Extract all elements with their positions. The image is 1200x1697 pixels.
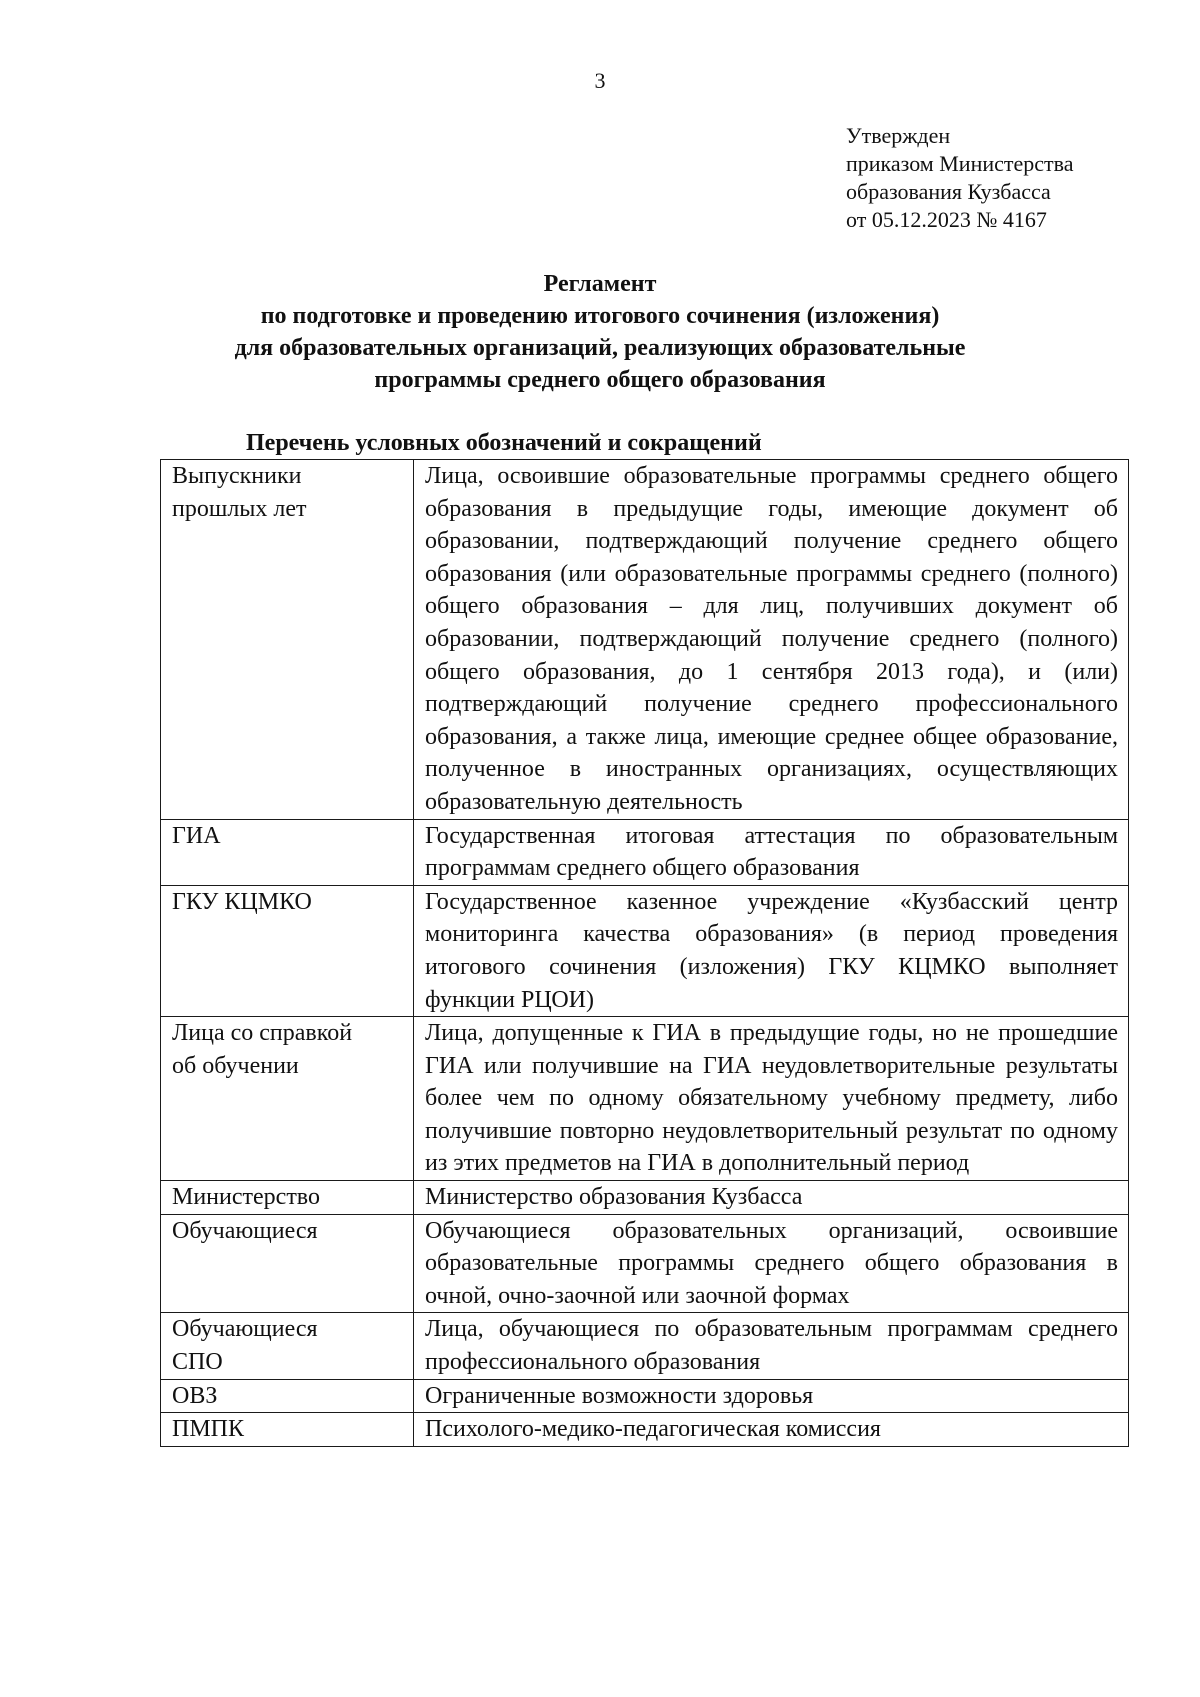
abbreviation-term <box>161 1379 414 1413</box>
term-line: Обучающиеся <box>172 1217 318 1244</box>
page-number: 3 <box>594 68 606 93</box>
abbreviation-term <box>161 1017 414 1181</box>
abbreviation-definition: Ограниченные возможности здоровья <box>414 1379 1129 1413</box>
abbreviation-term <box>161 885 414 1016</box>
term-line: Обучающиеся <box>172 1316 318 1343</box>
abbreviation-term <box>161 460 414 820</box>
title-line: Регламент <box>543 271 657 297</box>
table-row <box>161 1379 1129 1413</box>
table-row <box>161 885 1129 1016</box>
abbreviation-definition: Лица, обучающиеся по образовательным программам среднего профессионального образования <box>414 1313 1129 1379</box>
abbreviation-definition: Психолого-медико-педагогическая комиссия <box>414 1413 1129 1447</box>
abbreviation-definition: Государственная итоговая аттестация по образовательным программам среднего общего образования <box>414 819 1129 885</box>
approval-line: от 05.12.2023 № 4167 <box>846 207 1047 232</box>
approval-line: приказом Министерства <box>846 151 1074 176</box>
table-row <box>161 819 1129 885</box>
title-line: по подготовке и проведению итогового сочинения (изложения) <box>260 303 940 329</box>
term-line: ОВЗ <box>172 1382 218 1409</box>
abbreviation-definition: Лица, освоившие образовательные программы среднего общего образования в предыдущие годы, имеющие документ об образовании, подтверждающий получение среднего общего образования (или образовательные программы среднего (полного) общего образования – для лиц, получивших документ об образовании, подтверждающий получение среднего (полного) общего образования, до 1 сентября 2013 года), и (или) подтверждающий получение среднего профессионального образования, а также лица, имеющие среднее общее образование, полученное в иностранных организациях, осуществляющих образовательную деятельность <box>414 460 1129 820</box>
approval-stamp <box>846 122 1074 234</box>
term-line: ГИА <box>172 822 221 849</box>
title-line: программы среднего общего образования <box>374 367 826 393</box>
abbreviation-term <box>161 1413 414 1447</box>
abbreviations-heading: Перечень условных обозначений и сокращений <box>246 430 762 456</box>
abbreviation-term <box>161 1313 414 1379</box>
document-title <box>100 268 1100 396</box>
term-line: прошлых лет <box>172 495 307 522</box>
table-row <box>161 1017 1129 1181</box>
abbreviation-definition: Министерство образования Кузбасса <box>414 1181 1129 1215</box>
table-row <box>161 1313 1129 1379</box>
term-line: об обучении <box>172 1052 299 1079</box>
abbreviation-term <box>161 819 414 885</box>
term-line: Министерство <box>172 1184 320 1211</box>
approval-line: образования Кузбасса <box>846 179 1051 204</box>
abbreviation-term <box>161 1181 414 1215</box>
term-line: ПМПК <box>172 1416 245 1443</box>
term-line: ГКУ КЦМКО <box>172 888 312 915</box>
table-row <box>161 1413 1129 1447</box>
abbreviation-definition: Государственное казенное учреждение «Кузбасский центр мониторинга качества образования» (в период проведения итогового сочинения (изложения) ГКУ КЦМКО выполняет функции РЦОИ) <box>414 885 1129 1016</box>
abbreviations-table <box>160 459 1129 1447</box>
title-line: для образовательных организаций, реализующих образовательные <box>234 335 966 361</box>
term-line: СПО <box>172 1349 223 1376</box>
term-line: Выпускники <box>172 463 302 489</box>
abbreviations-table-body <box>161 460 1129 1447</box>
table-row <box>161 460 1129 820</box>
abbreviation-definition: Обучающиеся образовательных организаций, освоившие образовательные программы среднего общего образования в очной, очно-заочной или заочной формах <box>414 1214 1129 1313</box>
approval-line: Утвержден <box>846 123 951 148</box>
table-row <box>161 1214 1129 1313</box>
abbreviation-definition: Лица, допущенные к ГИА в предыдущие годы, но не прошедшие ГИА или получившие на ГИА неудовлетворительные результаты более чем по одному обязательному учебному предмету, либо получившие повторно неудовлетворительный результат по одному из этих предметов на ГИА в дополнительный период <box>414 1017 1129 1181</box>
term-line: Лица со справкой <box>172 1020 353 1047</box>
abbreviation-term <box>161 1214 414 1313</box>
table-row <box>161 1181 1129 1215</box>
